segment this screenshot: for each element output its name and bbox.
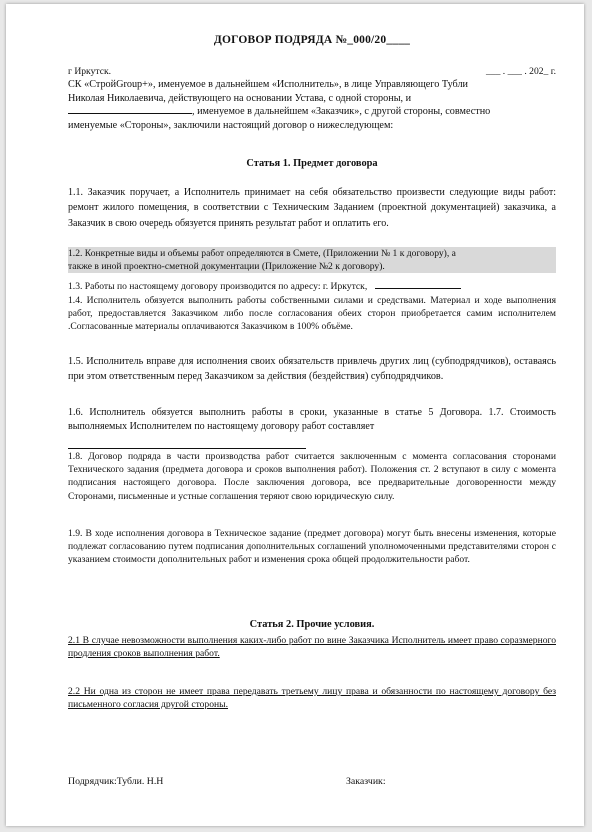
contractor-signature: Подрядчик:Тубли. Н.Н (68, 776, 164, 787)
clause-1-3-text: 1.3. Работы по настоящему договору производится по адресу: г. Иркутск, (68, 281, 368, 292)
customer-name-blank (68, 113, 192, 114)
contract-title: ДОГОВОР ПОДРЯДА №_000/20____ (213, 34, 411, 46)
clause-1-3 (68, 280, 556, 293)
clause-1-5: 1.5. Исполнитель вправе для исполнения своих обязательств привлечь других лиц (субподрядчиков), оставаясь при этом ответственным перед Заказчиком за действия (бездействия) субподрядчиков. (68, 356, 556, 383)
preamble (68, 78, 556, 132)
clause-1-4: 1.4. Исполнитель обязуется выполнить работы собственными силами и средствами. Материал и ходе выполнения работ, предоставляется Заказчиком либо после согласования обеих сторон приобретается самим исполнителем .Согласованные материалы оплачиваются Заказчиком в 100% объёме. (68, 295, 556, 333)
clause-1-6-1-7: 1.6. Исполнитель обязуется выполнить работы в сроки, указанные в статье 5 Договора. 1.7. Стоимость выполняемых Исполнителем по настоящему договору работ составляет (68, 407, 556, 432)
customer-signature: Заказчик: (346, 776, 386, 787)
article-2-heading: Статья 2. Прочие условия. (249, 619, 375, 630)
clause-1-2 (68, 247, 556, 273)
preamble-line-2: Николая Николаевича, действующего на основании Устава, с одной стороны, и (68, 92, 412, 104)
document-page (6, 4, 584, 826)
city-label: г Иркутск. (68, 66, 112, 77)
clause-2-1: 2.1 В случае невозможности выполнения каких-либо работ по вине Заказчика Исполнитель имеет право соразмерного продления сроков выполнения работ. (68, 635, 556, 660)
clause-1-2-line-1: 1.2. Конкретные виды и объемы работ определяются в Смете, (Приложении № 1 к договору), а (68, 248, 456, 259)
clause-1-1: 1.1. Заказчик поручает, а Исполнитель принимает на себя обязательство произвести следующие виды работ: ремонт жилого помещения, в соответствии с Техническим Заданием (проектной документацией) заказчика, а Заказчик в свою очередь обязуется принять результат работ и оплатить его. (68, 187, 556, 229)
clause-1-8: 1.8. Договор подряда в части производства работ считается заключенным с момента согласования сторонами Технического задания (предмета договора и сроков выполнения работ). Положения ст. 2 вступают в силу с момента подписания настоящего договора. После заключения договора, все предварительные договоренности между Сторонами, письменные и устные соглашения теряют свою юридическую силу. (68, 451, 556, 502)
header-row (68, 65, 556, 78)
price-blank (68, 447, 306, 449)
contract-date: ___ . ___ . 202_ г. (485, 66, 556, 77)
preamble-line-1: СК «СтройGroup+», именуемое в дальнейшем «Исполнитель», в лице Управляющего Тубли (68, 79, 469, 90)
preamble-line-4: именуемые «Стороны», заключили настоящий договор о нижеследующем: (68, 119, 394, 131)
preamble-line-3: , именуемое в дальнейшем «Заказчик», с другой стороны, совместно (192, 106, 491, 118)
article-1-heading: Статья 1. Предмет договора (246, 158, 378, 169)
clause-2-2: 2.2 Ни одна из сторон не имеет права передавать третьему лицу права и обязанности по настоящему договору без письменного согласия другой стороны. (68, 686, 556, 711)
clause-1-2-line-2: также в иной проектно-сметной документации (Приложение №2 к договору). (68, 261, 385, 272)
clause-1-9: 1.9. В ходе исполнения договора в Техническое задание (предмет договора) могут быть внесены изменения, которые подлежат согласованию путем подписания дополнительных соглашений уполномоченными представителями сторон с указанием стоимости дополнительных работ и изменения срока общей продолжительности работ. (68, 528, 556, 566)
address-blank (375, 288, 461, 289)
